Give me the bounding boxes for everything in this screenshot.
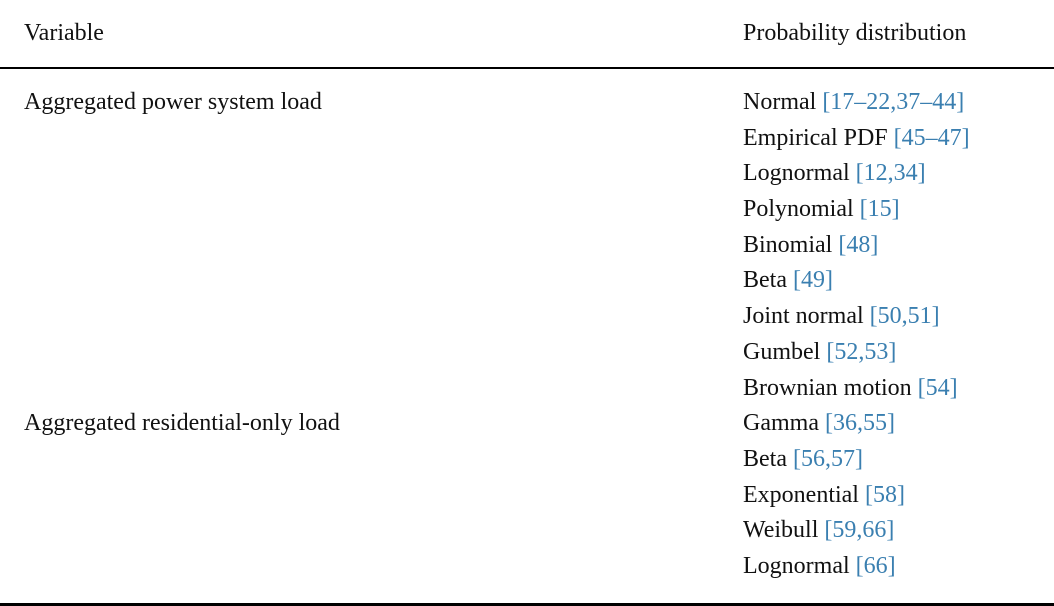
column-header-variable: Variable [24, 20, 104, 46]
distribution-item [743, 299, 970, 335]
citation-link[interactable]: [59,66] [824, 517, 895, 544]
distribution-item [743, 442, 970, 478]
column-header-distribution: Probability distribution [743, 20, 967, 46]
citation-link[interactable]: [58] [864, 481, 905, 508]
citation-link[interactable]: [52,53] [826, 338, 897, 365]
citation-link[interactable]: [54] [917, 374, 958, 401]
distribution-list [743, 85, 970, 585]
distribution-name: Beta [743, 445, 787, 472]
distribution-item [743, 156, 970, 192]
distribution-item [743, 513, 970, 549]
distribution-item [743, 335, 970, 371]
distribution-name: Lognormal [743, 552, 850, 579]
variable-cell: Aggregated residential-only load [24, 410, 340, 436]
distribution-name: Lognormal [743, 160, 850, 187]
distribution-name: Binomial [743, 231, 833, 258]
distribution-name: Brownian motion [743, 374, 912, 401]
distribution-name: Gamma [743, 410, 819, 437]
distribution-item [743, 371, 970, 407]
citation-link[interactable]: [56,57] [792, 445, 863, 472]
citation-link[interactable]: [48] [838, 231, 879, 258]
citation-link[interactable]: [50,51] [869, 303, 940, 330]
distribution-item [743, 549, 970, 585]
distribution-item [743, 406, 970, 442]
distribution-item [743, 192, 970, 228]
citation-link[interactable]: [15] [859, 196, 900, 223]
distribution-name: Polynomial [743, 196, 854, 223]
distribution-name: Joint normal [743, 303, 864, 330]
variable-cell: Aggregated power system load [24, 89, 322, 115]
distribution-name: Weibull [743, 517, 819, 544]
distribution-name: Empirical PDF [743, 124, 888, 151]
citation-link[interactable]: [17–22,37–44] [822, 89, 965, 115]
distribution-name: Gumbel [743, 338, 821, 365]
citation-link[interactable]: [45–47] [893, 124, 970, 151]
distribution-name: Exponential [743, 481, 859, 508]
distribution-item [743, 478, 970, 514]
distribution-item [743, 121, 970, 157]
distribution-name: Beta [743, 267, 787, 294]
distribution-item [743, 263, 970, 299]
distribution-item [743, 85, 970, 121]
header-rule [0, 67, 1054, 69]
distribution-name: Normal [743, 89, 817, 115]
citation-link[interactable]: [66] [855, 552, 896, 579]
citation-link[interactable]: [49] [792, 267, 833, 294]
distribution-item [743, 228, 970, 264]
citation-link[interactable]: [12,34] [855, 160, 926, 187]
citation-link[interactable]: [36,55] [824, 410, 895, 437]
